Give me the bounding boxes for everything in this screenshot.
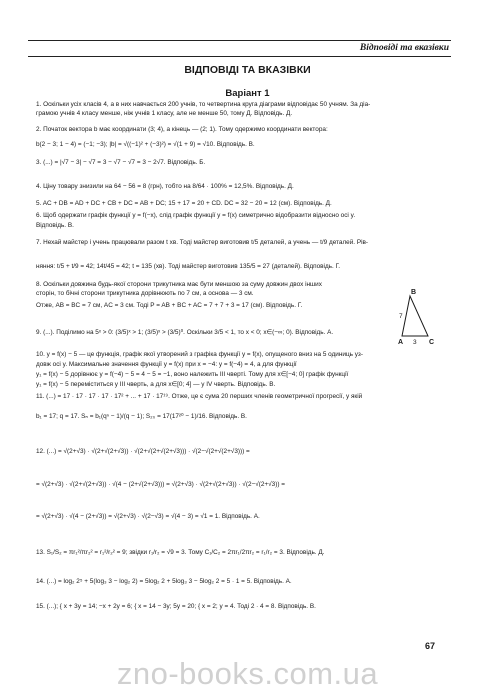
answer-line: 8. Оскільки довжина будь-якої сторони трикутника має бути меншою за суму довжин двох інших [36, 281, 322, 288]
answer-line: 1. Оскільки усіх класів 4, а в них навчається 200 учнів, то четвертина круга діаграми відповідає 50 учням. За діа- [36, 101, 371, 108]
answer-line: y₁ = f(x) − 5 переміститься у ІІІ чверть, а для x∈[0; 4] — у IV чверть. Відповідь. В. [36, 381, 276, 388]
answer-line: b₁ = 17; q = 17. Sₙ = b₁(qⁿ − 1)/(q − 1); S₂₀ = 17(17²⁰ − 1)/16. Відповідь. В. [36, 413, 247, 420]
answer-line: 15. (...); { x + 3y = 14; −x + 2y = 6; { x = 14 − 3y; 5y = 20; { x = 2; y = 4. Тоді 2 · 4 = 8. Відповідь. В. [36, 603, 316, 610]
side-ab-label: 7 [399, 313, 403, 320]
answer-line: = √(2+√3) · √(2+√(2+√3)) · √(4 − (2+√(2+√3))) = √(2+√3) · √(2+√(2+√3)) · √(2−√(2+√3)) = [36, 481, 285, 488]
watermark: zno-books.com.ua [116, 656, 379, 691]
vertex-b-label: B [411, 289, 417, 296]
answer-line: 7. Нехай майстер і учень працювали разом t хв. Тоді майстер виготовив t/5 деталей, а учень — t/9 деталей. Рів- [36, 239, 369, 246]
answer-line: сторін, то бічні сторони трикутника дорівнюють по 7 см, а основа — 3 см. [36, 290, 254, 297]
vertex-a-label: A [398, 339, 404, 346]
answer-line: 10. y = f(x) − 5 — це функція, графік якої утворений з графіка функції y = f(x), опущеного вниз на 5 одиниць уз- [36, 351, 363, 358]
answer-line: 2. Початок вектора b має координати (3; 4), а кінець — (2; 1). Тому одержимо координати вектора: [36, 126, 328, 133]
answer-line: 11. (...) = 17 · 17 · 17 · 17 · 17² + ... + 17 · 17¹⁹. Отже, це є сума 20 перших членів геометричної прогресії, у якій [36, 393, 363, 400]
page-number: 67 [424, 641, 435, 651]
answer-line: b(2 − 3; 1 − 4) = (−1; −3); |b| = √((−1)² + (−3)²) = √(1 + 9) = √10. Відповідь. В. [36, 141, 255, 148]
section-title: ВІДПОВІДІ ТА ВКАЗІВКИ [184, 64, 311, 76]
answer-line: Відповідь. В. [36, 222, 74, 229]
variant-title: Варіант 1 [225, 88, 270, 99]
answer-line: 13. S₁/S₂ = πr₁²/πr₂² = r₁²/r₂² = 9; звідки r₁/r₂ = √9 = 3. Тому C₁/C₂ = 2πr₁/2πr₂ = r₁/r₂ = 3. Відповідь. Д. [36, 549, 325, 556]
answer-line: няння: t/5 + t/9 = 42; 14t/45 = 42; t = 135 (хв). Тоді майстер виготовив 135/5 = 27 (деталей). Відповідь. Г. [36, 263, 341, 270]
answer-line: 12. (...) = √(2+√3) · √(2+√(2+√3)) · √(2+√(2+√(2+√3))) · √(2−√(2+√(2+√3))) = [36, 448, 250, 455]
answer-line: 6. Щоб одержати графік функції y = f(−x), слід графік функції y = f(x) симетрично відобразити відносно осі y. [36, 212, 356, 219]
answer-line: y₁ = f(x) − 5 дорівнює y = f(−4) − 5 = 4 − 5 = −1, воно належить ІІІ чверті. Тому для x∈[−4; 0] графік функції [36, 371, 349, 378]
answer-line: = √(2+√3) · √(4 − (2+√3)) = √(2+√3) · √(2−√3) = √(4 − 3) = √1 = 1. Відповідь. А. [36, 513, 260, 520]
side-ac-label: 3 [413, 339, 417, 346]
answer-line: 14. (...) = log₂ 2⁵ + 5(log₃ 3 − log₂ 2) = 5log₂ 2 + 5log₃ 3 − 5log₂ 2 = 5 · 1 = 5. Відповідь. А. [36, 578, 292, 585]
vertex-c-label: C [429, 339, 435, 346]
answer-line: 9. (...). Поділимо на 5ˣ > 0: (3/5)ˣ > 1; (3/5)ˣ > (3/5)⁰. Оскільки 3/5 < 1, то x < 0; x∈(−∞; 0). Відповідь. А. [36, 329, 334, 336]
running-header [28, 40, 451, 57]
running-header-title: Відповіді та вказівки [359, 43, 449, 53]
triangle-figure [398, 288, 444, 346]
answer-line: Отже, AB = BC = 7 см, AC = 3 см. Тоді P = AB + BC + AC = 7 + 7 + 3 = 17 (см). Відповідь. Г. [36, 302, 303, 309]
answer-line: 4. Ціну товару знизили на 64 − 56 = 8 (грн), тобто на 8/64 · 100% = 12,5%. Відповідь. Д. [36, 183, 294, 190]
answer-line: 3. (...) = |√7 − 3| − √7 = 3 − √7 − √7 = 3 − 2√7. Відповідь. Б. [36, 159, 206, 166]
answer-line: грамою учнів 4 класу менше, ніж учнів 1 класу, але не менше 50, тому Д. Відповідь. Д. [36, 110, 293, 117]
answer-line: довж осі y. Максимальне значення функції y = f(x) при x = −4: y = f(−4) = 4, а для функції [36, 361, 297, 368]
answer-line: 5. AC + DB = AD + DC + CB + DC = AB + DC; 15 + 17 = 20 + CD. DC = 32 − 20 = 12 (см). Відповідь. Д. [36, 200, 332, 207]
